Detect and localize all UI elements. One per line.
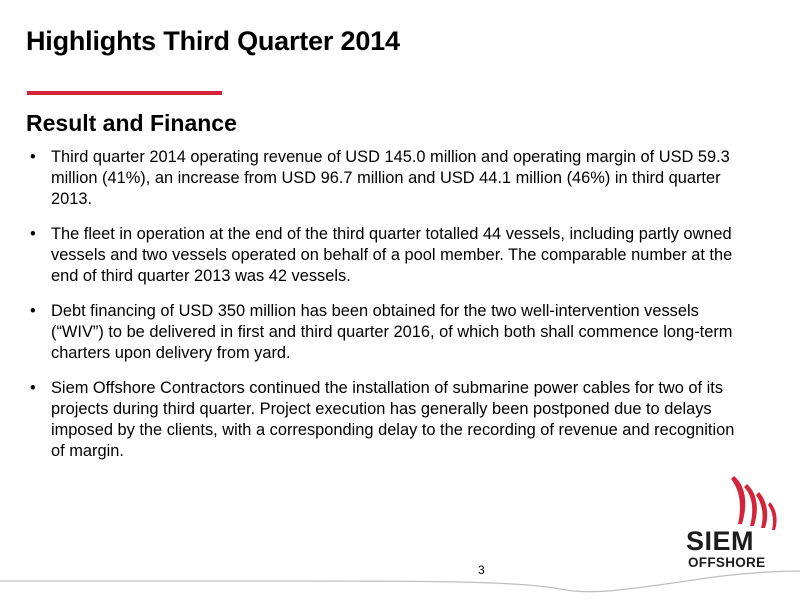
footer-swoosh-line bbox=[0, 555, 800, 600]
section-heading: Result and Finance bbox=[26, 110, 237, 136]
bullet-marker: • bbox=[30, 225, 36, 243]
bullet-text: Debt financing of USD 350 million has been obtained for the two well-intervention vessels (“WIV”) to be delivered in first and third quarter 2016, of which both shall commence long-term charters upon delivery from yard. bbox=[51, 302, 733, 362]
bullet-text: The fleet in operation at the end of the third quarter totalled 44 vessels, including partly owned vessels and two vessels operated on behalf of a pool member. The comparable number at the end of third quarter 2013 was 42 vessels. bbox=[51, 225, 733, 285]
bullet-item bbox=[26, 147, 746, 210]
logo-wordmark-siem: SIEM bbox=[686, 526, 755, 556]
bullet-text: Siem Offshore Contractors continued the installation of submarine power cables for two of its projects during third quarter. Project execution has generally been postponed due to delays imposed by the clients, with a corresponding delay to the recording of revenue and recognition of margin. bbox=[51, 379, 735, 460]
bullet-item bbox=[26, 301, 746, 364]
title-accent-bar bbox=[27, 91, 222, 95]
bullet-item bbox=[26, 224, 746, 287]
bullet-marker: • bbox=[30, 302, 36, 320]
bullet-list bbox=[26, 147, 746, 476]
bullet-marker: • bbox=[30, 148, 36, 166]
bullet-text: Third quarter 2014 operating revenue of USD 145.0 million and operating margin of USD 59.3 million (41%), an increase from USD 96.7 million and USD 44.1 million (46%) in third quarter 2013. bbox=[51, 148, 730, 208]
slide-title: Highlights Third Quarter 2014 bbox=[26, 26, 400, 56]
bullet-marker: • bbox=[30, 379, 36, 397]
bullet-item bbox=[26, 378, 746, 462]
page-number: 3 bbox=[478, 563, 485, 577]
logo-wordmark-offshore: OFFSHORE bbox=[688, 555, 766, 570]
